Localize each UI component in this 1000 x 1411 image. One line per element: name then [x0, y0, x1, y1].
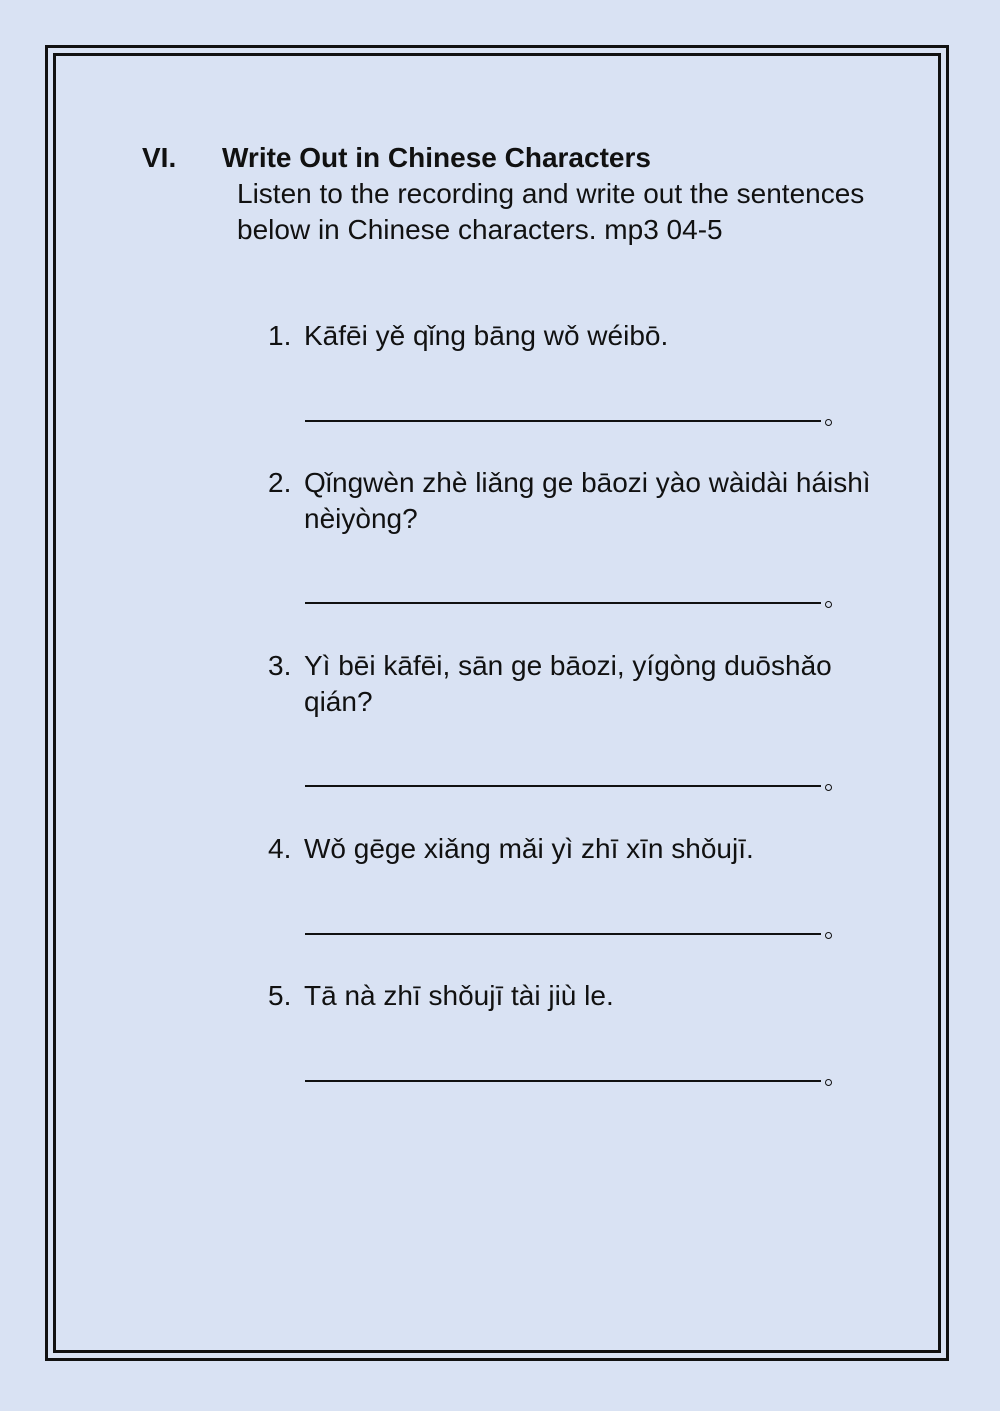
item-pinyin-sentence: Wǒ gēge xiǎng mǎi yì zhī xīn shǒujī.: [304, 833, 754, 864]
answer-underline: [305, 420, 821, 422]
answer-underline: [305, 1080, 821, 1082]
section-number: VI.: [142, 142, 177, 173]
chinese-full-stop: [825, 932, 832, 939]
item-pinyin-sentence: Tā nà zhī shǒujī tài jiù le.: [304, 980, 614, 1011]
item-pinyin-sentence: Qǐngwèn zhè liǎng ge bāozi yào wàidài háishì nèiyòng?: [304, 467, 871, 534]
answer-blank-5[interactable]: [305, 1056, 837, 1086]
chinese-full-stop: [825, 601, 832, 608]
answer-blank-4[interactable]: [305, 909, 837, 939]
answer-underline: [305, 602, 821, 604]
section-title: Write Out in Chinese Characters: [222, 142, 651, 173]
answer-blank-3[interactable]: [305, 761, 837, 791]
item-number: 1.: [268, 320, 292, 351]
answer-underline: [305, 933, 821, 935]
item-number: 4.: [268, 833, 292, 864]
chinese-full-stop: [825, 1079, 832, 1086]
section-instructions: Listen to the recording and write out the sentences below in Chinese characters. mp3 04-5: [237, 178, 865, 245]
chinese-full-stop: [825, 419, 832, 426]
item-number: 3.: [268, 650, 292, 681]
chinese-full-stop: [825, 784, 832, 791]
item-number: 2.: [268, 467, 292, 498]
answer-blank-1[interactable]: [305, 396, 837, 426]
item-number: 5.: [268, 980, 292, 1011]
answer-underline: [305, 785, 821, 787]
item-pinyin-sentence: Yì bēi kāfēi, sān ge bāozi, yígòng duōshǎo qián?: [304, 650, 832, 717]
item-pinyin-sentence: Kāfēi yě qǐng bāng wǒ wéibō.: [304, 320, 669, 351]
answer-blank-2[interactable]: [305, 578, 837, 608]
